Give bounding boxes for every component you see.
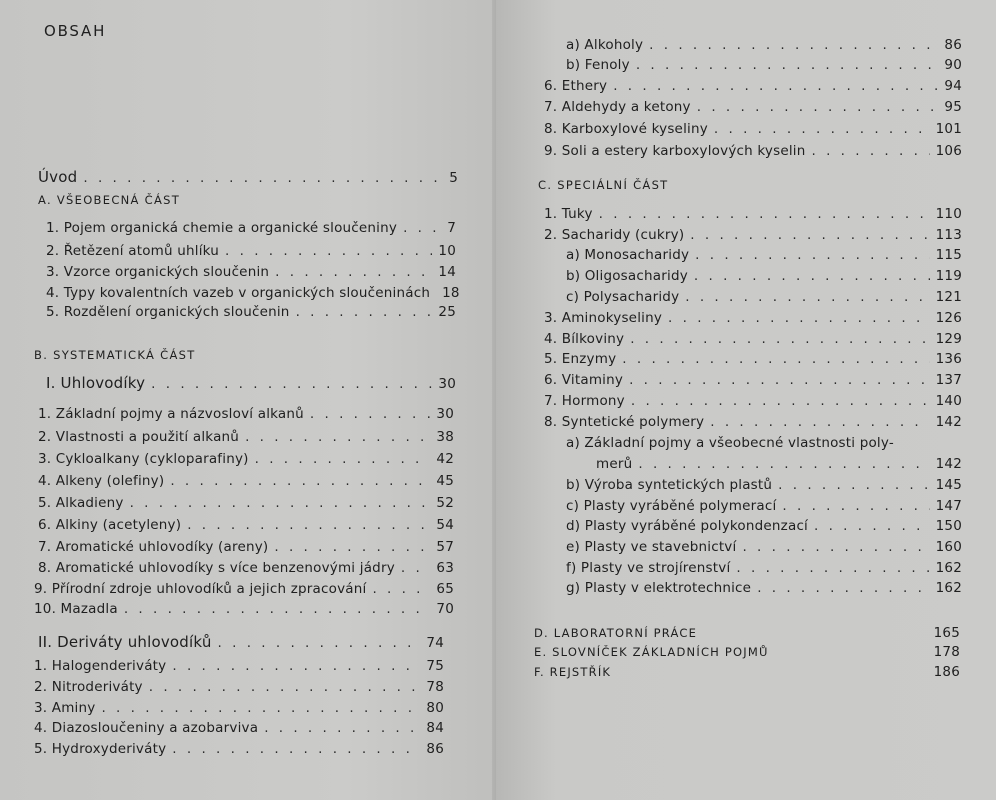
toc-page: 74 xyxy=(426,635,444,651)
toc-entry[interactable] xyxy=(566,579,962,597)
toc-page: 145 xyxy=(935,477,962,493)
toc-page: 84 xyxy=(426,720,444,736)
toc-entry[interactable] xyxy=(46,303,456,321)
toc-label: 9. Přírodní zdroje uhlovodíků a jejich zpracování xyxy=(34,581,367,597)
toc-page: 186 xyxy=(933,664,960,680)
toc-page: 137 xyxy=(935,372,962,388)
toc-entry[interactable] xyxy=(566,559,962,577)
toc-label: merů xyxy=(596,456,633,472)
toc-label: 6. Ethery xyxy=(544,78,608,94)
toc-label: D. LABORATORNÍ PRÁCE xyxy=(534,626,698,640)
section-heading-a: A. VŠEOBECNÁ ČÁST xyxy=(38,193,181,207)
toc-label: d) Plasty vyráběné polykondenzací xyxy=(566,518,809,534)
toc-entry[interactable] xyxy=(34,699,444,717)
toc-label: a) Monosacharidy xyxy=(566,247,690,263)
toc-entry[interactable] xyxy=(46,284,460,302)
toc-section-f[interactable] xyxy=(534,663,960,681)
toc-entry[interactable] xyxy=(566,538,962,556)
toc-page: 14 xyxy=(438,264,456,280)
toc-entry[interactable] xyxy=(544,392,962,410)
toc-entry[interactable] xyxy=(566,476,962,494)
toc-page: 178 xyxy=(933,644,960,660)
toc-label: 1. Halogenderiváty xyxy=(34,658,167,674)
toc-label: 3. Vzorce organických sloučenin xyxy=(46,264,270,280)
toc-entry[interactable] xyxy=(34,719,444,737)
toc-entry[interactable] xyxy=(38,472,454,490)
toc-part-2[interactable] xyxy=(38,633,444,652)
toc-label: e) Plasty ve stavebnictví xyxy=(566,539,737,555)
toc-page: 90 xyxy=(944,57,962,73)
toc-page: 86 xyxy=(426,741,444,757)
toc-entry-uvod[interactable] xyxy=(38,168,458,187)
toc-page: 94 xyxy=(944,78,962,94)
toc-entry[interactable] xyxy=(544,142,962,160)
toc-entry[interactable] xyxy=(46,219,456,237)
toc-entry[interactable] xyxy=(34,678,444,696)
toc-entry[interactable] xyxy=(34,600,454,618)
toc-page: 142 xyxy=(935,456,962,472)
toc-label: 4. Typy kovalentních vazeb v organických sloučeninách xyxy=(46,285,431,301)
toc-label: 9. Soli a estery karboxylových kyselin xyxy=(544,143,806,159)
toc-label: 1. Pojem organická chemie a organické sloučeniny xyxy=(46,220,398,236)
toc-entry[interactable] xyxy=(46,242,456,260)
toc-label: c) Polysacharidy xyxy=(566,289,680,305)
toc-label: 4. Alkeny (olefiny) xyxy=(38,473,165,489)
toc-page: 162 xyxy=(935,560,962,576)
toc-label: 2. Nitroderiváty xyxy=(34,679,143,695)
right-page xyxy=(496,0,996,800)
toc-page: 147 xyxy=(935,498,962,514)
toc-label: 1. Základní pojmy a názvosloví alkanů xyxy=(38,406,304,422)
toc-page: 65 xyxy=(436,581,454,597)
toc-entry[interactable] xyxy=(38,559,454,577)
toc-entry[interactable] xyxy=(566,267,962,285)
toc-label: a) Základní pojmy a všeobecné vlastnosti poly- xyxy=(566,435,894,451)
toc-page: 10 xyxy=(438,243,456,259)
toc-label: f) Plasty ve strojírenství xyxy=(566,560,731,576)
toc-page: 110 xyxy=(935,206,962,222)
toc-page: 18 xyxy=(442,285,460,301)
toc-page: 115 xyxy=(935,247,962,263)
toc-label: 3. Aminy xyxy=(34,700,96,716)
toc-page: 101 xyxy=(935,121,962,137)
section-heading-b: B. SYSTEMATICKÁ ČÁST xyxy=(34,348,196,362)
toc-page: 78 xyxy=(426,679,444,695)
toc-section-d[interactable] xyxy=(534,624,960,642)
toc-label: 8. Aromatické uhlovodíky s více benzenovými jádry xyxy=(38,560,395,576)
toc-label: 1. Tuky xyxy=(544,206,593,222)
toc-entry[interactable] xyxy=(544,226,962,244)
toc-label: 2. Řetězení atomů uhlíku xyxy=(46,243,220,259)
toc-entry[interactable] xyxy=(544,309,962,327)
toc-entry[interactable] xyxy=(38,538,454,556)
toc-section-e[interactable] xyxy=(534,643,960,661)
toc-label: 3. Aminokyseliny xyxy=(544,310,663,326)
toc-entry[interactable] xyxy=(544,413,962,431)
toc-label: F. REJSTŘÍK xyxy=(534,665,612,679)
toc-label: 5. Hydroxyderiváty xyxy=(34,741,167,757)
toc-page: 57 xyxy=(436,539,454,555)
toc-entry[interactable] xyxy=(34,657,444,675)
toc-page: 113 xyxy=(935,227,962,243)
toc-page: 25 xyxy=(438,304,456,320)
toc-label: a) Alkoholy xyxy=(566,37,644,53)
toc-entry[interactable] xyxy=(566,517,962,535)
toc-entry[interactable] xyxy=(38,516,454,534)
toc-page: 129 xyxy=(935,331,962,347)
toc-label: 7. Aldehydy a ketony xyxy=(544,99,691,115)
section-heading-c: C. SPECIÁLNÍ ČÁST xyxy=(538,178,669,192)
toc-label: b) Fenoly xyxy=(566,57,630,73)
toc-entry[interactable] xyxy=(566,56,962,74)
toc-entry[interactable] xyxy=(38,494,454,512)
toc-entry[interactable] xyxy=(544,330,962,348)
toc-label: II. Deriváty uhlovodíků xyxy=(38,633,212,651)
toc-entry[interactable] xyxy=(46,263,456,281)
toc-entry[interactable] xyxy=(34,740,444,758)
toc-page: 126 xyxy=(935,310,962,326)
toc-page: 52 xyxy=(436,495,454,511)
toc-entry[interactable] xyxy=(544,371,962,389)
toc-entry[interactable] xyxy=(566,497,962,515)
toc-page: 70 xyxy=(436,601,454,617)
toc-label: 6. Vitaminy xyxy=(544,372,624,388)
toc-page: 95 xyxy=(944,99,962,115)
toc-label: 5. Alkadieny xyxy=(38,495,124,511)
toc-entry[interactable] xyxy=(38,405,454,423)
toc-page: 162 xyxy=(935,580,962,596)
toc-page: 142 xyxy=(935,414,962,430)
page-title: OBSAH xyxy=(44,22,107,40)
toc-entry[interactable] xyxy=(544,350,962,368)
toc-page: 75 xyxy=(426,658,444,674)
toc-entry[interactable] xyxy=(544,77,962,95)
toc-label: g) Plasty v elektrotechnice xyxy=(566,580,752,596)
toc-label: 10. Mazadla xyxy=(34,601,118,617)
toc-page: 106 xyxy=(935,143,962,159)
toc-entry[interactable] xyxy=(566,288,962,306)
toc-page: 119 xyxy=(935,268,962,284)
toc-page: 80 xyxy=(426,700,444,716)
toc-page: 86 xyxy=(944,37,962,53)
toc-label: 8. Syntetické polymery xyxy=(544,414,705,430)
toc-page: 150 xyxy=(935,518,962,534)
toc-label: 2. Vlastnosti a použití alkanů xyxy=(38,429,240,445)
toc-page: 63 xyxy=(436,560,454,576)
toc-entry[interactable] xyxy=(38,450,454,468)
toc-page: 5 xyxy=(449,170,458,186)
toc-page: 30 xyxy=(436,406,454,422)
toc-page: 42 xyxy=(436,451,454,467)
toc-page: 140 xyxy=(935,393,962,409)
toc-page: 7 xyxy=(447,220,456,236)
toc-entry[interactable] xyxy=(34,580,454,598)
toc-part-1[interactable] xyxy=(46,374,456,393)
toc-page: 165 xyxy=(933,625,960,641)
toc-label: 7. Hormony xyxy=(544,393,625,409)
toc-entry[interactable] xyxy=(544,98,962,116)
toc-entry[interactable] xyxy=(566,246,962,264)
toc-label: I. Uhlovodíky xyxy=(46,374,146,392)
toc-entry[interactable] xyxy=(596,455,962,473)
toc-label: 2. Sacharidy (cukry) xyxy=(544,227,685,243)
toc-entry[interactable] xyxy=(566,434,962,452)
toc-entry[interactable] xyxy=(38,428,454,446)
toc-label: 8. Karboxylové kyseliny xyxy=(544,121,708,137)
toc-page: 38 xyxy=(436,429,454,445)
toc-label: 7. Aromatické uhlovodíky (areny) xyxy=(38,539,269,555)
toc-page: 136 xyxy=(935,351,962,367)
toc-label: 4. Bílkoviny xyxy=(544,331,625,347)
toc-page: 160 xyxy=(935,539,962,555)
toc-page: 30 xyxy=(438,376,456,392)
left-page xyxy=(0,0,496,800)
toc-page: 54 xyxy=(436,517,454,533)
toc-label: E. SLOVNÍČEK ZÁKLADNÍCH POJMŮ xyxy=(534,645,769,659)
toc-label: b) Oligosacharidy xyxy=(566,268,688,284)
toc-label: 6. Alkiny (acetyleny) xyxy=(38,517,182,533)
toc-label: 3. Cykloalkany (cykloparafiny) xyxy=(38,451,249,467)
toc-page: 45 xyxy=(436,473,454,489)
toc-label: c) Plasty vyráběné polymerací xyxy=(566,498,777,514)
toc-label: 4. Diazosloučeniny a azobarviva xyxy=(34,720,259,736)
toc-label: b) Výroba syntetických plastů xyxy=(566,477,773,493)
toc-entry[interactable] xyxy=(566,36,962,54)
toc-entry[interactable] xyxy=(544,120,962,138)
toc-page: 121 xyxy=(935,289,962,305)
toc-label: 5. Rozdělení organických sloučenin xyxy=(46,304,290,320)
toc-label: Úvod xyxy=(38,168,78,186)
toc-entry[interactable] xyxy=(544,205,962,223)
toc-label: 5. Enzymy xyxy=(544,351,617,367)
